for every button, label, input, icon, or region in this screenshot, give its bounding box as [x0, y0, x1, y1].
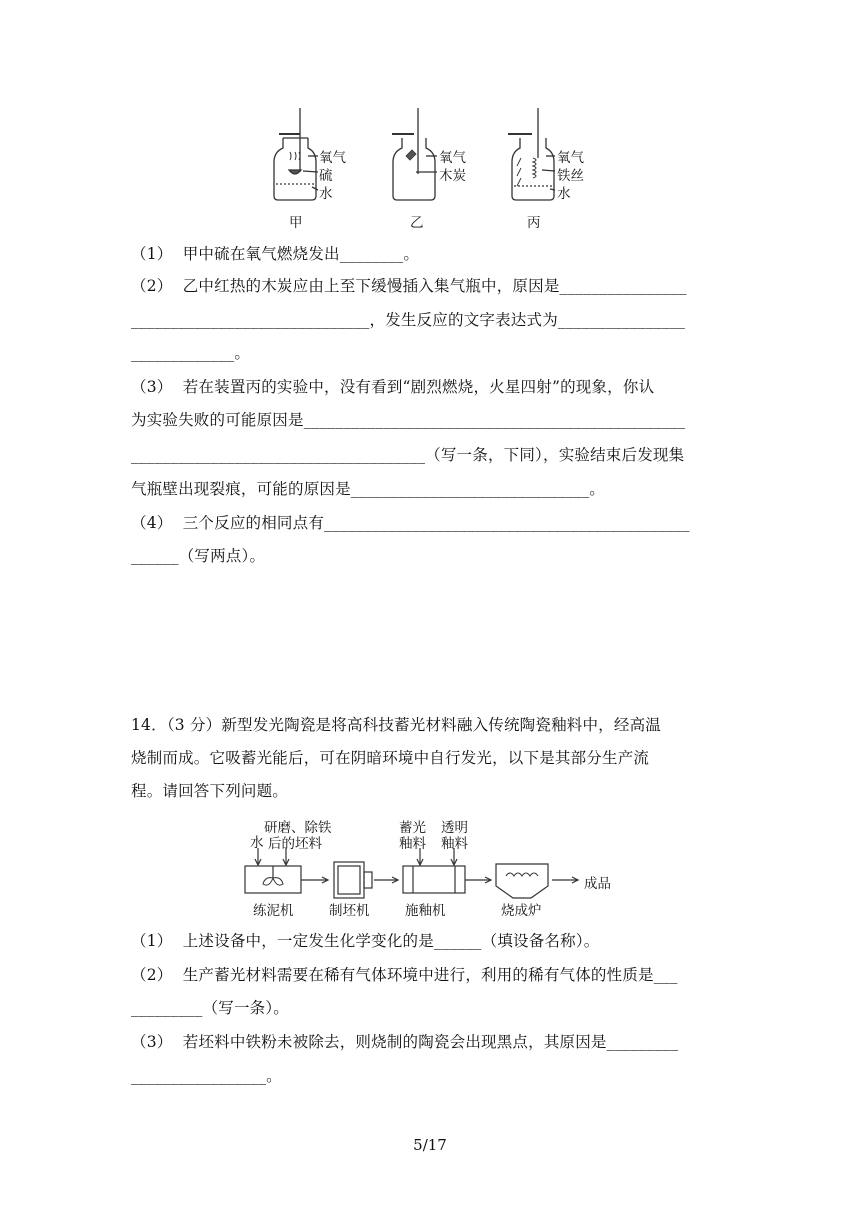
flow-input-raw-1: 研磨、除铁 [264, 820, 332, 836]
kiln [496, 864, 548, 898]
q13-line-6: 为实验失败的可能原因是________________________________________________ [131, 411, 686, 429]
flow-input-glaze-2a: 透明 [441, 820, 468, 836]
flow-product: 成品 [584, 876, 611, 892]
q13-line-3: ______________________________，发生反应的文字表达式为________________ [131, 311, 686, 329]
q14-line-4: （3） 若坯料中铁粉未被除去，则烧制的陶瓷会出现黑点，其原因是_________ [131, 1033, 679, 1051]
q13-line-5: （3） 若在装置丙的实验中，没有看到“剧烈燃烧，火星四射”的现象，你认 [131, 378, 655, 396]
q14-intro-line-3: 程。请回答下列问题。 [131, 782, 289, 800]
q14-line-2: （2） 生产蓄光材料需要在稀有气体环境中进行，利用的稀有气体的性质是___ [131, 966, 678, 984]
jar-yi-caption: 乙 [410, 215, 424, 231]
jar-bing-label-water: 水 [557, 186, 571, 202]
q13-line-2: （2） 乙中红热的木炭应由上至下缓慢插入集气瓶中，原因是________________ [131, 277, 687, 295]
jar-yi-label-oxygen: 氧气 [439, 150, 466, 166]
q13-line-10: ______（写两点）。 [131, 547, 266, 565]
jar-jia-label-water: 水 [319, 186, 333, 202]
flow-input-glaze-1a: 蓄光 [399, 820, 426, 836]
flow-input-water: 水 [250, 835, 264, 851]
q14-intro-line-2: 烧制而成。它吸蓄光能后，可在阴暗环境中自行发光，以下是其部分生产流 [131, 749, 650, 767]
jar-bing-caption: 丙 [527, 215, 541, 231]
q14-line-3: _________（写一条）。 [131, 999, 290, 1017]
flow-input-glaze-1b: 釉料 [399, 836, 426, 852]
flow-machine-4: 烧成炉 [501, 903, 542, 919]
page-number: 5/17 [413, 1136, 447, 1154]
q13-line-9: （4） 三个反应的相同点有______________________________________________ [131, 514, 690, 532]
q14-intro-line-1: 14．（3 分）新型发光陶瓷是将高科技蓄光材料融入传统陶瓷釉料中，经高温 [131, 716, 661, 734]
jar-yi-label-charcoal: 木炭 [439, 168, 466, 184]
q13-line-4: _____________。 [131, 344, 251, 362]
q14-line-5: _________________。 [131, 1067, 282, 1085]
q13-line-7: _____________________________________（写一条，下同），实验结束后发现集 [131, 446, 685, 464]
flow-input-raw-2: 后的坯料 [268, 836, 322, 852]
flow-machine-2: 制坯机 [329, 903, 370, 919]
q13-line-8: 气瓶壁出现裂痕，可能的原因是______________________________。 [131, 480, 606, 498]
q13-line-1: （1） 甲中硫在氧气燃烧发出________。 [131, 245, 420, 263]
glazing-machine [403, 866, 465, 893]
q14-line-1: （1） 上述设备中，一定发生化学变化的是______（填设备名称）。 [131, 932, 600, 950]
jar-jia-label-oxygen: 氧气 [319, 150, 346, 166]
jar-bing-label-oxygen: 氧气 [557, 150, 584, 166]
flow-input-glaze-2b: 釉料 [441, 836, 468, 852]
flow-machine-3: 施釉机 [405, 903, 446, 919]
flow-machine-1: 练泥机 [253, 903, 294, 919]
jar-jia-caption: 甲 [289, 215, 303, 231]
jar-bing-label-iron-wire: 铁丝 [557, 168, 584, 184]
jar-jia-label-sulfur: 硫 [319, 168, 333, 184]
